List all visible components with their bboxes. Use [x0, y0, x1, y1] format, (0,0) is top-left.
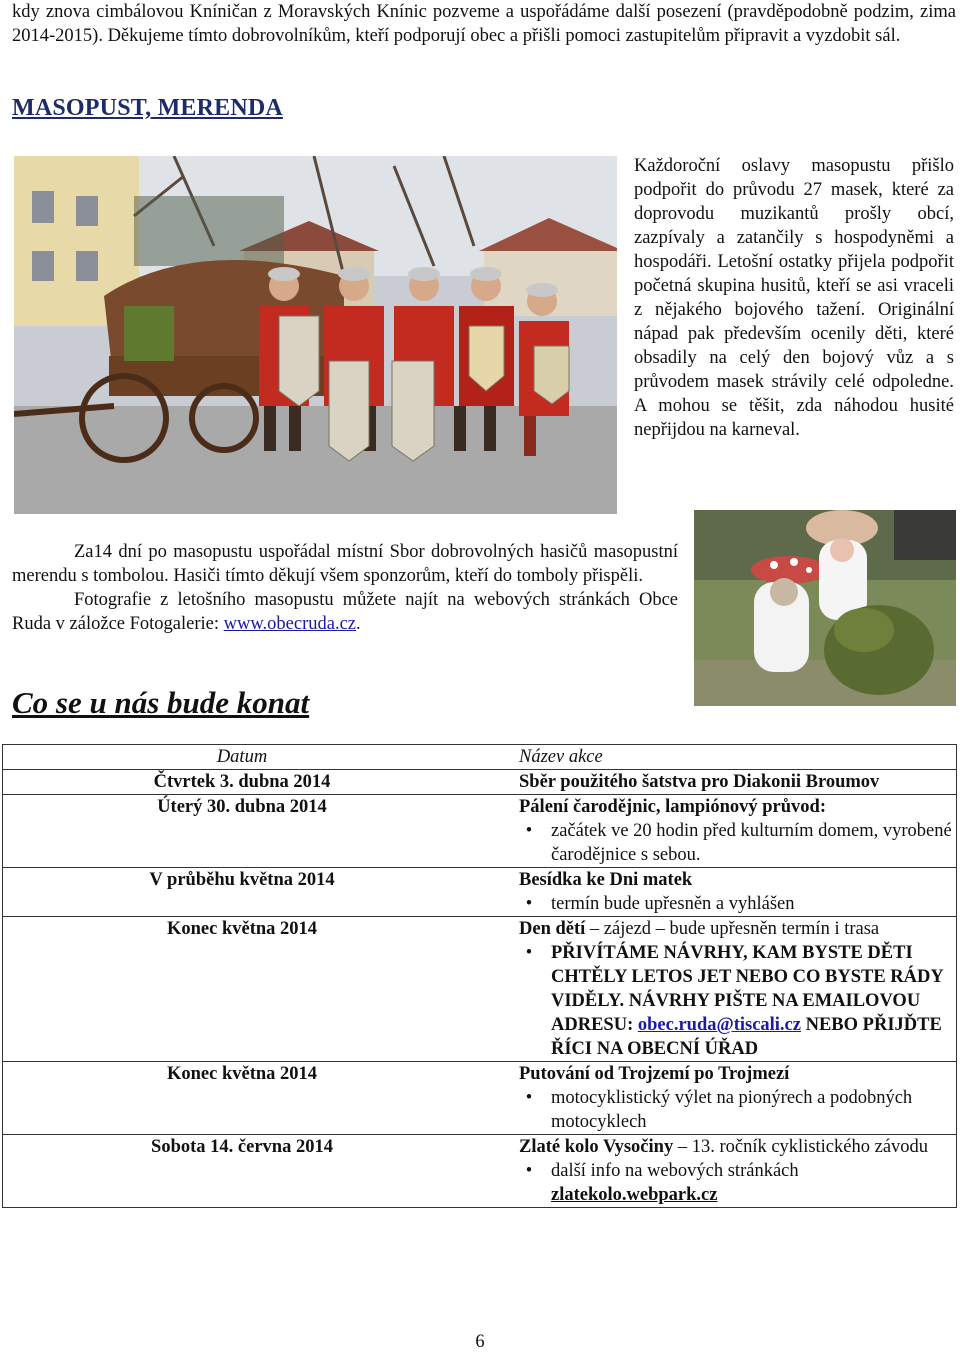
table-row [3, 795, 957, 868]
page-number: 6 [475, 1332, 485, 1352]
carnival-paragraph: Každoroční oslavy masopustu přišlo podpořit do průvodu 27 masek, které za doprovodu muzikantů prošly obcí, zazpívaly a zatančily s hospodyněmi a hospodáři. Letošní ostatky přijela podpořit početná skupina husitů, kteří se asi vraceli z nějakého bojového tažení. Originální nápad pak především ocenily děti, které obsadily na celý den bojový vůz a s průvodem masek strávily celé odpoledne. A mohou se těšit, zda náhodou husité nepřijdou na karneval. [634, 156, 954, 440]
event-cell [481, 1135, 957, 1208]
event-title: Zlaté kolo Vysočiny [519, 1137, 674, 1157]
event-date: Konec května 2014 [166, 919, 318, 939]
table-row [3, 868, 957, 917]
events-heading: Co se u nás bude konat [12, 685, 310, 720]
obecruda-link[interactable]: www.obecruda.cz [223, 614, 356, 634]
column-header-event: Název akce [519, 747, 603, 767]
event-cell [481, 917, 957, 1062]
event-title-line [519, 1135, 956, 1159]
list-item [551, 1159, 956, 1207]
section-heading: MASOPUST, MERENDA [12, 95, 283, 121]
intro-paragraph: kdy znova cimbálovou Kníničan z Moravských Knínic pozveme a uspořádáme další posezení (pravděpodobně podzim, zima 2014-2015). Děkujeme tímto dobrovolníkům, kteří podporují obec a přišli pomoci zastupitelům připravit a vyzdobit sál. [12, 2, 956, 46]
proposal-text-end: NEBO PŘIJĎTE ŘÍCI NA OBECNÍ ÚŘAD [551, 1015, 942, 1059]
event-title-rest: – 13. ročník cyklistického závodu [673, 1137, 929, 1157]
event-date: Úterý 30. dubna 2014 [157, 797, 327, 817]
gallery-suffix: . [356, 614, 361, 634]
merenda-section [12, 540, 678, 636]
event-title: Sběr použitého šatstva pro Diakonii Broumov [519, 772, 880, 792]
event-date: Sobota 14. června 2014 [151, 1137, 333, 1157]
gallery-text: Fotografie z letošního masopustu můžete najít na webových stránkách Obce Ruda v záložce Fotogalerie: [12, 590, 678, 634]
event-cell [481, 770, 957, 795]
table-row [3, 917, 957, 1062]
event-cell [481, 868, 957, 917]
event-title-rest: – zájezd – bude upřesněn termín i trasa [585, 919, 880, 939]
list-item: • termín bude upřesněn a vyhlášen [551, 892, 956, 916]
event-date: Čtvrtek 3. dubna 2014 [153, 772, 331, 792]
table-header-row [3, 745, 957, 770]
mushroom-masks-photo [694, 510, 956, 706]
event-details [519, 1159, 956, 1207]
photo-gallery-paragraph [12, 588, 678, 636]
merenda-paragraph: Za14 dní po masopustu uspořádal místní Sbor dobrovolných hasičů masopustní merendu s tombolou. Hasiči tímto děkují všem sponzorům, kteří do tomboly přispěli. [12, 542, 678, 586]
event-details [519, 941, 956, 1061]
event-title: Putování od Trojzemí po Trojmezí [519, 1064, 790, 1084]
event-cell [481, 795, 957, 868]
list-item: • motocyklistický výlet na pionýrech a podobných motocyklech [551, 1086, 956, 1134]
table-row [3, 1062, 957, 1135]
column-header-date: Datum [216, 747, 268, 767]
table-row [3, 770, 957, 795]
event-details [519, 819, 956, 867]
email-link[interactable]: obec.ruda@tiscali.cz [637, 1015, 801, 1035]
event-title: Besídka ke Dni matek [519, 870, 693, 890]
zlatekolo-link[interactable]: zlatekolo.webpark.cz [551, 1185, 718, 1205]
event-details [519, 1086, 956, 1134]
table-row [3, 1135, 957, 1208]
list-item: • začátek ve 20 hodin před kulturním domem, vyrobené čarodějnice s sebou. [551, 819, 956, 867]
events-table [2, 744, 957, 1208]
event-details [519, 892, 956, 916]
event-title: Den dětí [519, 919, 586, 939]
proposal-text: PŘIVÍTÁME NÁVRHY, KAM BYSTE DĚTI CHTĚLY LETOS JET NEBO CO BYSTE RÁDY VIDĚLY. NÁVRHY PIŠTE NA EMAILOVOU ADRESU: [551, 943, 944, 1035]
event-date: V průběhu května 2014 [149, 870, 335, 890]
event-cell [481, 1062, 957, 1135]
event-title: Pálení čarodějnic, lampiónový průvod: [519, 797, 826, 817]
list-item [551, 941, 950, 1061]
event-title-line [519, 917, 956, 941]
event-date: Konec května 2014 [166, 1064, 318, 1084]
info-text: další info na webových stránkách [551, 1161, 799, 1181]
carnival-hussites-photo [14, 156, 617, 514]
